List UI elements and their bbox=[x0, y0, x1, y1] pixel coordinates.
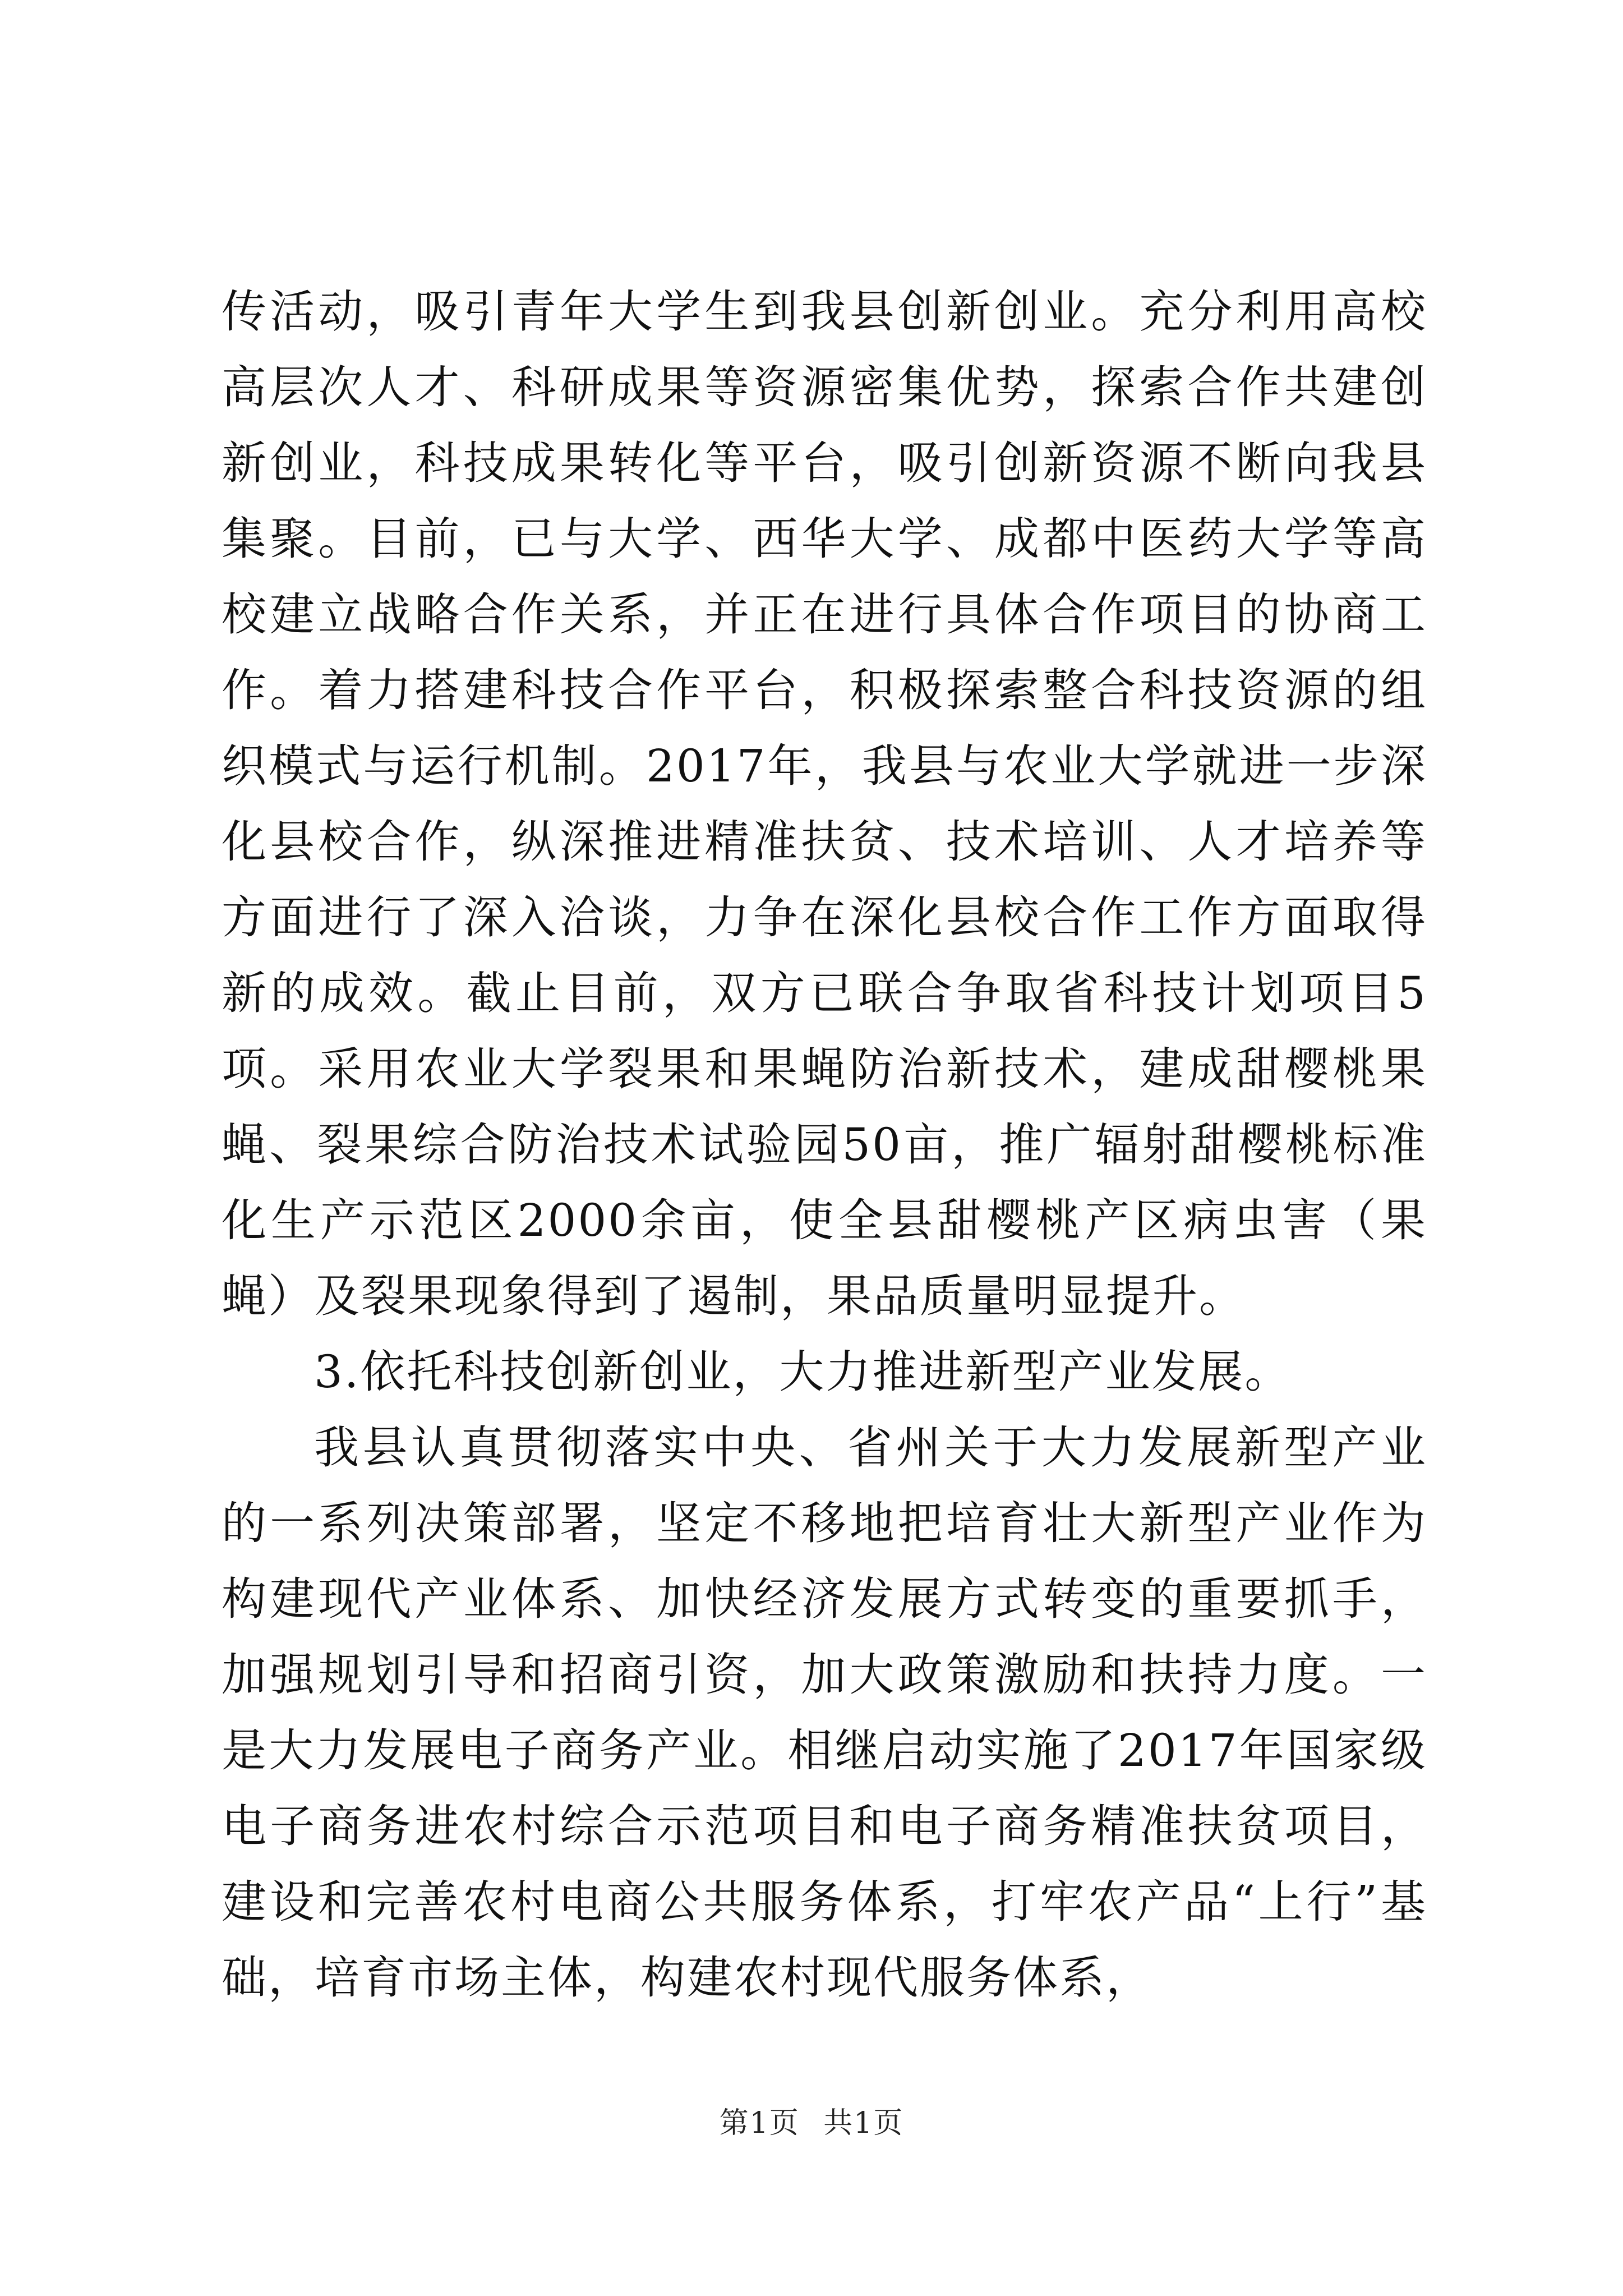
page-total: 共1页 bbox=[823, 2106, 904, 2140]
page-footer bbox=[0, 2104, 1623, 2143]
body-paragraph: 我县认真贯彻落实中央、省州关于大力发展新型产业的一系列决策部署，坚定不移地把培育壮大新型产业作为构建现代产业体系、加快经济发展方式转变的重要抓手，加强规划引导和招商引资，加大政策激励和扶持力度。一是大力发展电子商务产业。相继启动实施了2017年国家级电子商务进农村综合示范项目和电子商务精准扶贫项目，建设和完善农村电商公共服务体系，打牢农产品“上行”基础，培育市场主体，构建农村现代服务体系， bbox=[222, 1421, 1427, 2004]
document-body bbox=[222, 274, 1427, 2016]
page-number: 第1页 bbox=[719, 2106, 800, 2140]
section-heading-3: 3.依托科技创新创业，大力推进新型产业发展。 bbox=[314, 1346, 1292, 1398]
body-paragraph-continued: 传活动，吸引青年大学生到我县创新创业。充分利用高校高层次人才、科研成果等资源密集优势，探索合作共建创新创业，科技成果转化等平台，吸引创新资源不断向我县集聚。目前，已与大学、西华大学、成都中医药大学等高校建立战略合作关系，并正在进行具体合作项目的协商工作。着力搭建科技合作平台，积极探索整合科技资源的组织模式与运行机制。2017年，我县与农业大学就进一步深化县校合作，纵深推进精准扶贫、技术培训、人才培养等方面进行了深入洽谈，力争在深化县校合作工作方面取得新的成效。截止目前，双方已联合争取省科技计划项目5项。采用农业大学裂果和果蝇防治新技术，建成甜樱桃果蝇、裂果综合防治技术试验园50亩，推广辐射甜樱桃标准化生产示范区2000余亩，使全县甜樱桃产区病虫害（果蝇）及裂果现象得到了遏制，果品质量明显提升。 bbox=[222, 286, 1427, 1322]
